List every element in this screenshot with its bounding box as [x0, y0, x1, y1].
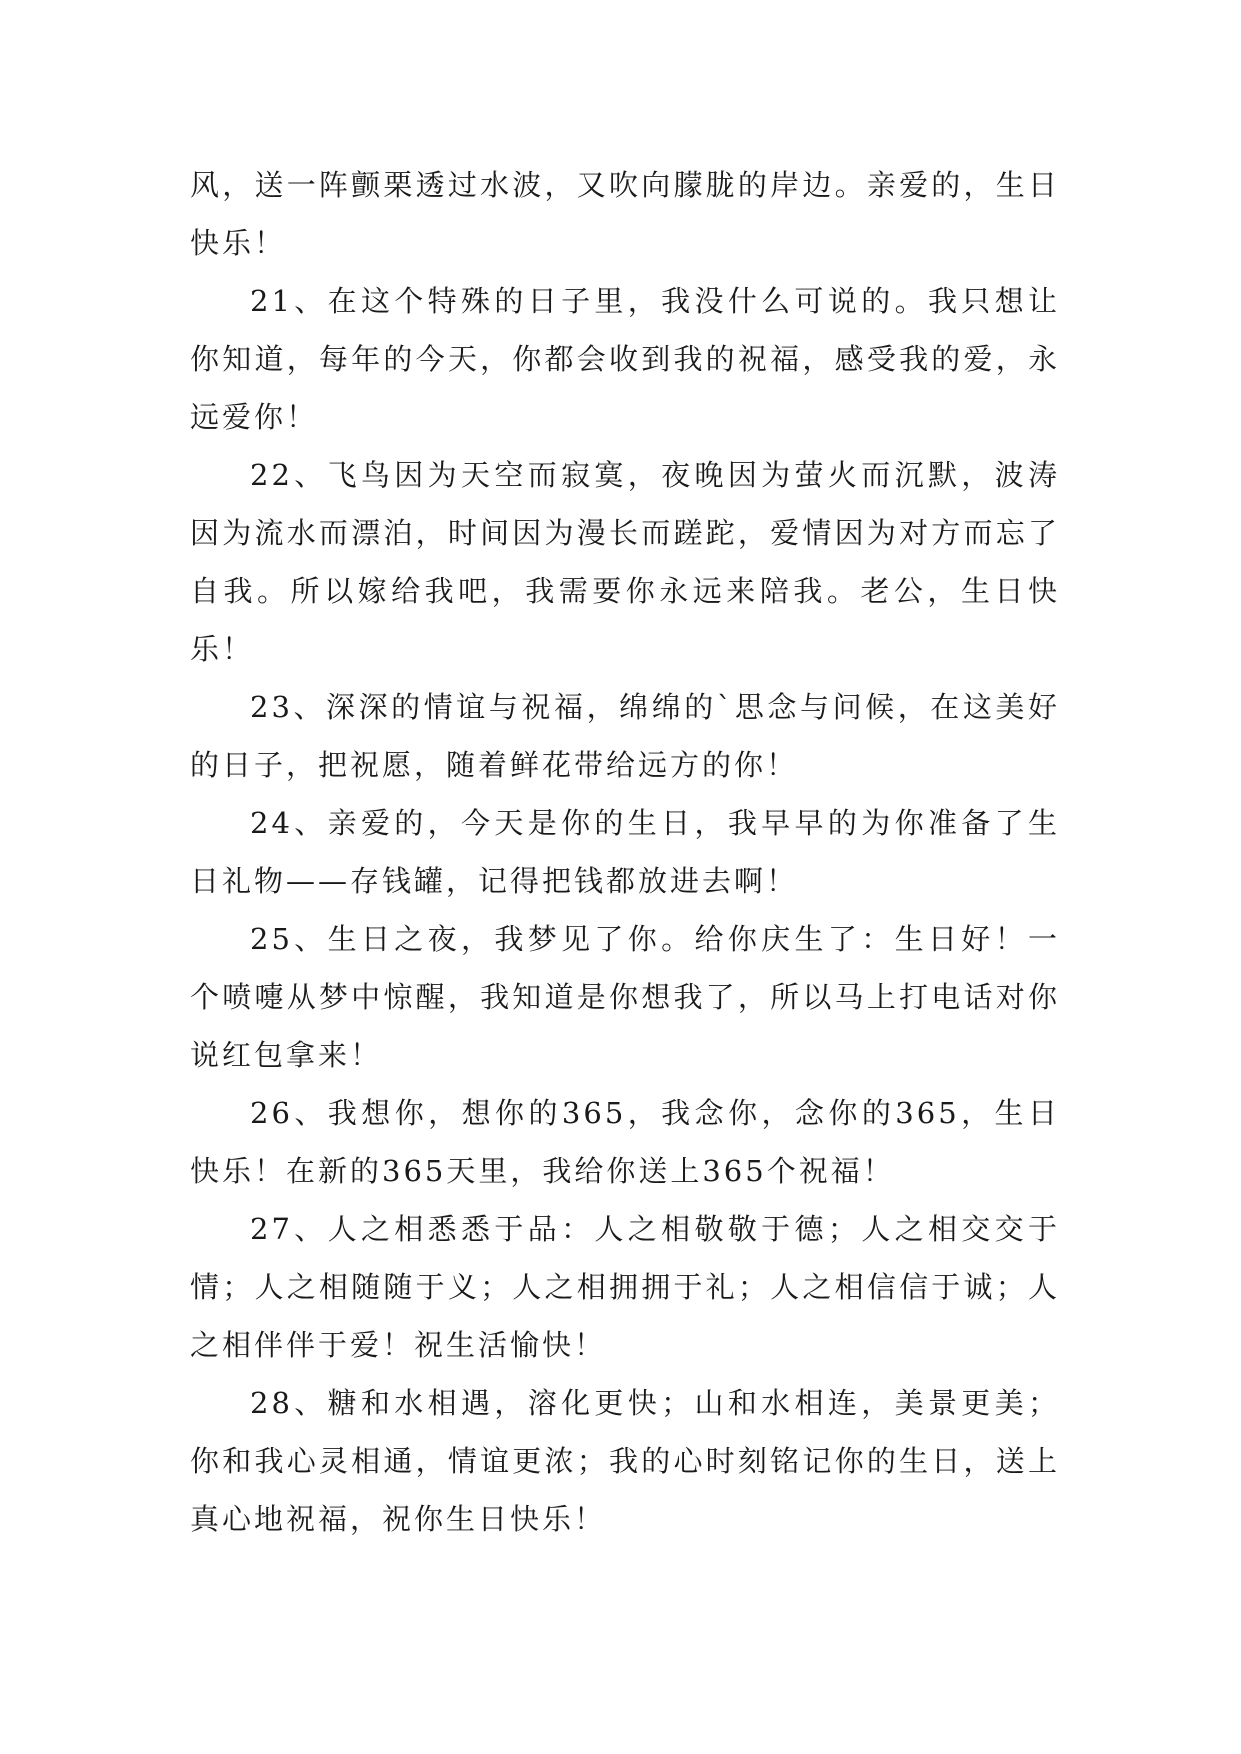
paragraph-24: 24、亲爱的，今天是你的生日，我早早的为你准备了生日礼物——存钱罐，记得把钱都放进去啊！ [190, 806, 1060, 898]
paragraph-22: 22、飞鸟因为天空而寂寞，夜晚因为萤火而沉默，波涛因为流水而漂泊，时间因为漫长而蹉跎，爱情因为对方而忘了自我。所以嫁给我吧，我需要你永远来陪我。老公，生日快乐！ [190, 458, 1060, 666]
paragraph-continuation: 风，送一阵颤栗透过水波，又吹向朦胧的岸边。亲爱的，生日快乐！ [190, 168, 1060, 260]
paragraph-23: 23、深深的情谊与祝福，绵绵的`思念与问候，在这美好的日子，把祝愿，随着鲜花带给远方的你！ [190, 690, 1060, 782]
paragraph-27: 27、人之相悉悉于品：人之相敬敬于德；人之相交交于情；人之相随随于义；人之相拥拥于礼；人之相信信于诚；人之相伴伴于爱！祝生活愉快！ [190, 1212, 1060, 1362]
paragraph-28: 28、糖和水相遇，溶化更快；山和水相连，美景更美；你和我心灵相通，情谊更浓；我的心时刻铭记你的生日，送上真心地祝福，祝你生日快乐！ [190, 1386, 1060, 1536]
paragraph-25: 25、生日之夜，我梦见了你。给你庆生了：生日好！一个喷嚏从梦中惊醒，我知道是你想我了，所以马上打电话对你说红包拿来！ [190, 922, 1060, 1072]
document-body [190, 156, 1060, 1548]
paragraph-26: 26、我想你，想你的365，我念你，念你的365，生日快乐！在新的365天里，我给你送上365个祝福！ [190, 1096, 1060, 1188]
paragraph-21: 21、在这个特殊的日子里，我没什么可说的。我只想让你知道，每年的今天，你都会收到我的祝福，感受我的爱，永远爱你！ [190, 284, 1060, 434]
